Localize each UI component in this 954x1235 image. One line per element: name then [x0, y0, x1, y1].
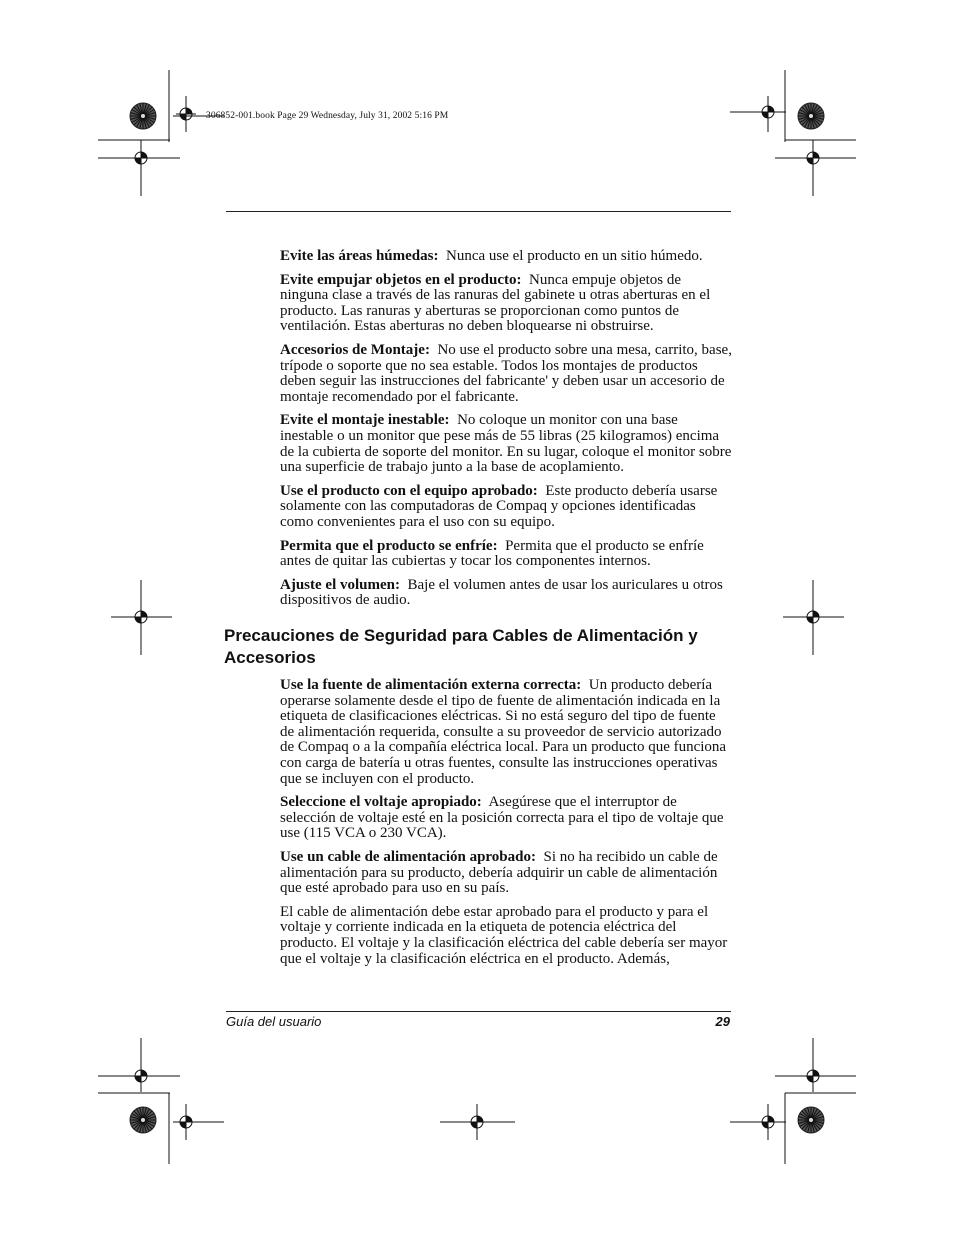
- paragraph-title: Evite el montaje inestable:: [280, 412, 450, 429]
- footer-rule: [226, 1011, 731, 1012]
- paragraph-title: Evite las áreas húmedas:: [280, 248, 439, 264]
- paragraph-title: Use el producto con el equipo aprobado:: [280, 482, 538, 499]
- footer-guide-title: Guía del usuario: [226, 1014, 322, 1029]
- paragraph-unstable-mounting: [280, 413, 732, 475]
- header-rule: [226, 211, 731, 212]
- paragraph-title: Accesorios de Montaje:: [280, 341, 430, 358]
- paragraph-cool-down: [280, 539, 732, 570]
- starburst-center: [809, 1118, 813, 1122]
- section-heading: Precauciones de Seguridad para Cables de Alimentación y Accesorios: [224, 626, 698, 667]
- paragraph-approved-equipment: [280, 484, 732, 531]
- paragraph-text: Nunca use el producto en un sitio húmedo.: [445, 248, 703, 264]
- paragraph-title: Use un cable de alimentación aprobado:: [280, 848, 536, 865]
- paragraph-title: Seleccione el voltaje apropiado:: [280, 794, 482, 811]
- section-1-body: [280, 249, 732, 617]
- paragraph-text: Permita que el producto se enfríe antes de quitar las cubiertas y tocar los componentes internos.: [280, 537, 704, 570]
- paragraph-title: Permita que el producto se enfríe:: [280, 537, 498, 554]
- paragraph-cable-approval: [280, 905, 732, 967]
- paragraph-text: Un producto debería operarse solamente desde el tipo de fuente de alimentación indicada en la etiqueta de clasificaciones eléctricas. Si no está seguro del tipo de fuente de alimentación requerida, consulte a su proveedor de servicio autorizado de Compaq o a la compañía eléctrica local. Para un producto que funciona con carga de batería u otras fuentes, consulte las instrucciones operativas que se incluyen con el producto.: [280, 677, 727, 787]
- paragraph-humid-areas: [280, 249, 732, 265]
- paragraph-push-objects: [280, 273, 732, 335]
- page-number: 29: [715, 1014, 730, 1029]
- paragraph-text: Si no ha recibido un cable de alimentación para su producto, debería adquirir un cable de alimentación que esté aprobado para uso en su país.: [280, 848, 718, 897]
- starburst-center: [141, 114, 145, 118]
- section-2-body: [280, 678, 732, 975]
- paragraph-text: No coloque un monitor con una base inestable o un monitor que pese más de 55 libras (25 kilogramos) encima de la cubierta de soporte del monitor. En su lugar, coloque el monitor sobre una superficie de trabajo junto a la base de acoplamiento.: [280, 412, 732, 476]
- paragraph-power-cable: [280, 850, 732, 897]
- starburst-center: [141, 1118, 145, 1122]
- paragraph-text: No use el producto sobre una mesa, carrito, base, trípode o soporte que no sea estable. Todos los montajes de productos deben seguir las instrucciones del fabricante' y deben usar un accesorio de montaje recomendado por el fabricante.: [280, 341, 732, 405]
- paragraph-text: El cable de alimentación debe estar aprobado para el producto y para el voltaje y corriente indicada en la etiqueta de potencia eléctrica del producto. El voltaje y la clasificación eléctrica del cable debería ser mayor que el voltaje y la clasificación eléctrica en el producto. Además,: [280, 903, 728, 967]
- starburst-center: [809, 114, 813, 118]
- paragraph-text: Este producto debería usarse solamente con las computadoras de Compaq y opciones identificadas como convenientes para el uso con su equipo.: [280, 482, 718, 530]
- paragraph-power-source: [280, 678, 732, 787]
- paragraph-text: Nunca empuje objetos de ninguna clase a través de las ranuras del gabinete u otras aberturas en el producto. Las ranuras y aberturas se proporcionan como puntos de ventilación. Estas aberturas no deben bloquearse ni obstruirse.: [280, 271, 711, 335]
- paragraph-title: Evite empujar objetos en el producto:: [280, 271, 522, 288]
- paragraph-text: Baje el volumen antes de usar los auriculares u otros dispositivos de audio.: [280, 576, 723, 609]
- paragraph-text: Asegúrese que el interruptor de selección de voltaje esté en la posición correcta para el tipo de voltaje que use (115 VCA o 230 VCA).: [280, 794, 724, 842]
- paragraph-volume: [280, 578, 732, 609]
- print-slug: 306852-001.book Page 29 Wednesday, July 31, 2002 5:16 PM: [206, 111, 449, 121]
- paragraph-title: Use la fuente de alimentación externa correcta:: [280, 677, 582, 693]
- paragraph-mounting-accessories: [280, 343, 732, 405]
- paragraph-voltage: [280, 795, 732, 842]
- paragraph-title: Ajuste el volumen:: [280, 576, 400, 593]
